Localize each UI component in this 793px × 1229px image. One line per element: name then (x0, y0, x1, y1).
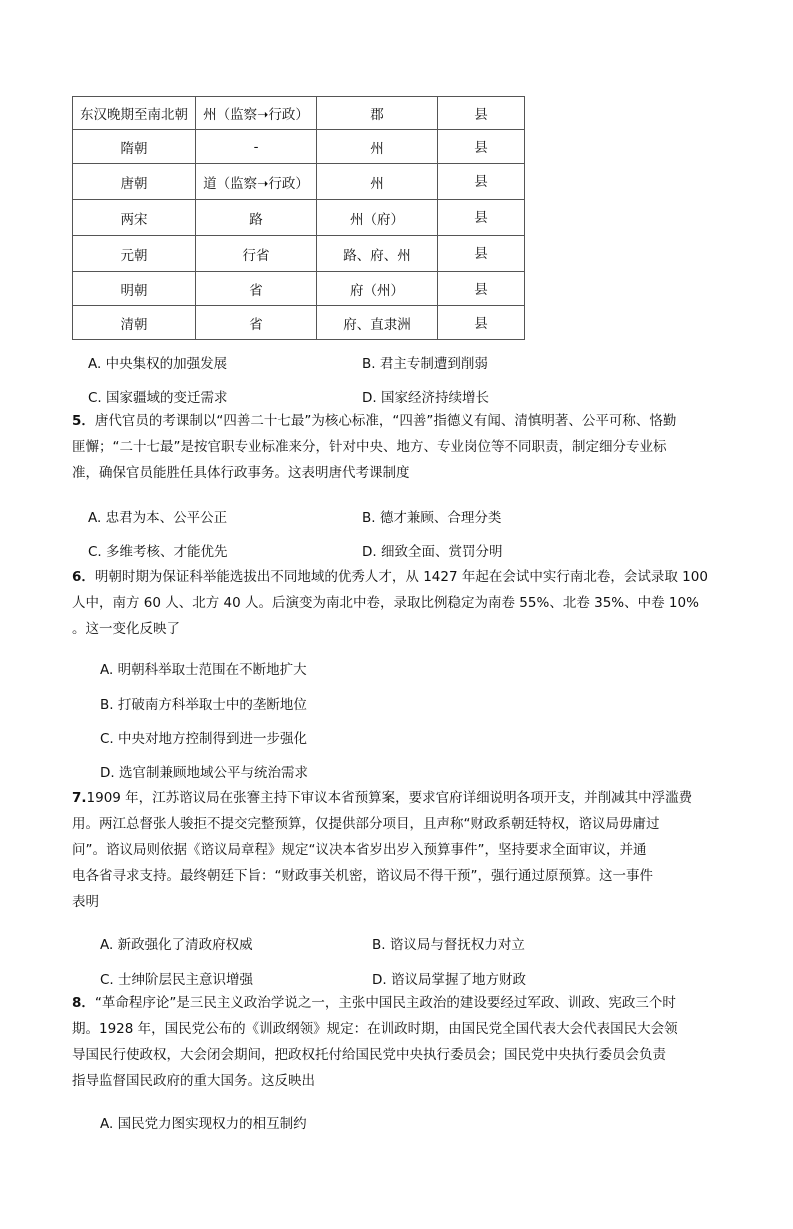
stem-line: 指导监督国民政府的重大国务。这反映出 (72, 1073, 315, 1089)
q5-option-b[interactable]: B. 德才兼顾、合理分类 (362, 510, 502, 526)
q7-option-d[interactable]: D. 谘议局掌握了地方财政 (372, 972, 526, 988)
table-cell: 府（州） (317, 272, 438, 306)
stem-line: 期。1928 年，国民党公布的《训政纲领》规定：在训政时期，由国民党全国代表大会代表国民大会领 (72, 1021, 678, 1037)
question-8-stem (72, 990, 722, 1094)
table-cell: 郡 (317, 97, 438, 130)
table-cell: 省 (196, 306, 317, 340)
table-cell: 明朝 (73, 272, 196, 306)
table-row (73, 200, 525, 236)
stem-line: 唐代官员的考课制以“四善二十七最”为核心标准，“四善”指德义有闻、清慎明著、公平可称、恪勤 (94, 413, 677, 429)
table-cell: 元朝 (73, 236, 196, 272)
q4-option-c[interactable]: C. 国家疆域的变迁需求 (88, 390, 228, 406)
table-cell: 州 (317, 130, 438, 164)
q6-option-d[interactable]: D. 选官制兼顾地域公平与统治需求 (100, 765, 308, 781)
table-cell: 省 (196, 272, 317, 306)
stem-line: 匪懈；“二十七最”是按官职专业标准来分，针对中央、地方、专业岗位等不同职责，制定细分专业标 (72, 439, 667, 455)
table-cell: 县 (438, 200, 525, 236)
stem-line: 明朝时期为保证科举能选拔出不同地域的优秀人才，从 1427 年起在会试中实行南北卷，会试录取 100 (94, 569, 708, 585)
table-cell: 东汉晚期至南北朝 (73, 97, 196, 130)
q6-option-c[interactable]: C. 中央对地方控制得到进一步强化 (100, 731, 308, 747)
table-cell: 州（府） (317, 200, 438, 236)
table-cell: 县 (438, 97, 525, 130)
question-number: 5． (72, 413, 95, 429)
table-row (73, 272, 525, 306)
table-row (73, 236, 525, 272)
q5-option-d[interactable]: D. 细致全面、赏罚分明 (362, 544, 503, 560)
table-cell: 唐朝 (73, 164, 196, 200)
q8-option-a[interactable]: A. 国民党力图实现权力的相互制约 (100, 1116, 307, 1132)
stem-line: 问”。谘议局则依据《谘议局章程》规定“议决本省岁出岁入预算事件”，坚持要求全面审议，并通 (72, 842, 647, 858)
question-6-stem (72, 564, 722, 642)
q7-option-b[interactable]: B. 谘议局与督抚权力对立 (372, 937, 525, 953)
q4-option-d[interactable]: D. 国家经济持续增长 (362, 390, 489, 406)
table-cell: 路 (196, 200, 317, 236)
q5-option-c[interactable]: C. 多维考核、才能优先 (88, 544, 228, 560)
table-cell: 县 (438, 164, 525, 200)
question-7-stem (72, 785, 722, 915)
q6-option-a[interactable]: A. 明朝科举取士范围在不断地扩大 (100, 662, 307, 678)
table-cell: 路、府、州 (317, 236, 438, 272)
table-cell: 县 (438, 306, 525, 340)
question-number: 7. (72, 790, 87, 806)
stem-line: 用。两江总督张人骏拒不提交完整预算，仅提供部分项目，且声称“财政系朝廷特权，谘议局毋庸过 (72, 816, 660, 832)
table-cell: 县 (438, 272, 525, 306)
table-cell: 县 (438, 130, 525, 164)
table-row (73, 306, 525, 340)
table-cell: - (196, 130, 317, 164)
table-cell: 县 (438, 236, 525, 272)
table-cell: 州（监察➝行政） (196, 97, 317, 130)
stem-line: “革命程序论”是三民主义政治学说之一，主张中国民主政治的建设要经过军政、训政、宪政三个时 (94, 995, 676, 1011)
q7-option-c[interactable]: C. 士绅阶层民主意识增强 (100, 972, 254, 988)
stem-line: 电各省寻求支持。最终朝廷下旨：“财政事关机密，谘议局不得干预”，强行通过原预算。这一事件 (72, 868, 653, 884)
table-cell: 府、直隶洲 (317, 306, 438, 340)
stem-line: 1909 年，江苏谘议局在张謇主持下审议本省预算案，要求官府详细说明各项开支，并削减其中浮滥费 (86, 790, 693, 806)
q6-option-b[interactable]: B. 打破南方科举取士中的垄断地位 (100, 697, 307, 713)
q4-option-b[interactable]: B. 君主专制遭到削弱 (362, 356, 488, 372)
administrative-divisions-table (72, 96, 525, 340)
q7-option-a[interactable]: A. 新政强化了清政府权威 (100, 937, 253, 953)
table-cell: 州 (317, 164, 438, 200)
stem-line: 人中，南方 60 人、北方 40 人。后演变为南北中卷，录取比例稳定为南卷 55%、北卷 35%、中卷 10% (72, 595, 699, 611)
stem-line: 导国民行使政权，大会闭会期间，把政权托付给国民党中央执行委员会；国民党中央执行委员会负责 (72, 1047, 666, 1063)
table-cell: 两宋 (73, 200, 196, 236)
question-number: 8． (72, 995, 95, 1011)
table-row (73, 130, 525, 164)
table-row (73, 164, 525, 200)
stem-line: 。这一变化反映了 (72, 621, 180, 637)
question-number: 6． (72, 569, 95, 585)
table-cell: 清朝 (73, 306, 196, 340)
stem-line: 表明 (72, 894, 99, 910)
table-cell: 隋朝 (73, 130, 196, 164)
table-row (73, 97, 525, 130)
question-5-stem (72, 408, 722, 486)
table-cell: 行省 (196, 236, 317, 272)
q4-option-a[interactable]: A. 中央集权的加强发展 (88, 356, 228, 372)
q5-option-a[interactable]: A. 忠君为本、公平公正 (88, 510, 228, 526)
stem-line: 准，确保官员能胜任具体行政事务。这表明唐代考课制度 (72, 465, 410, 481)
table-cell: 道（监察➝行政） (196, 164, 317, 200)
